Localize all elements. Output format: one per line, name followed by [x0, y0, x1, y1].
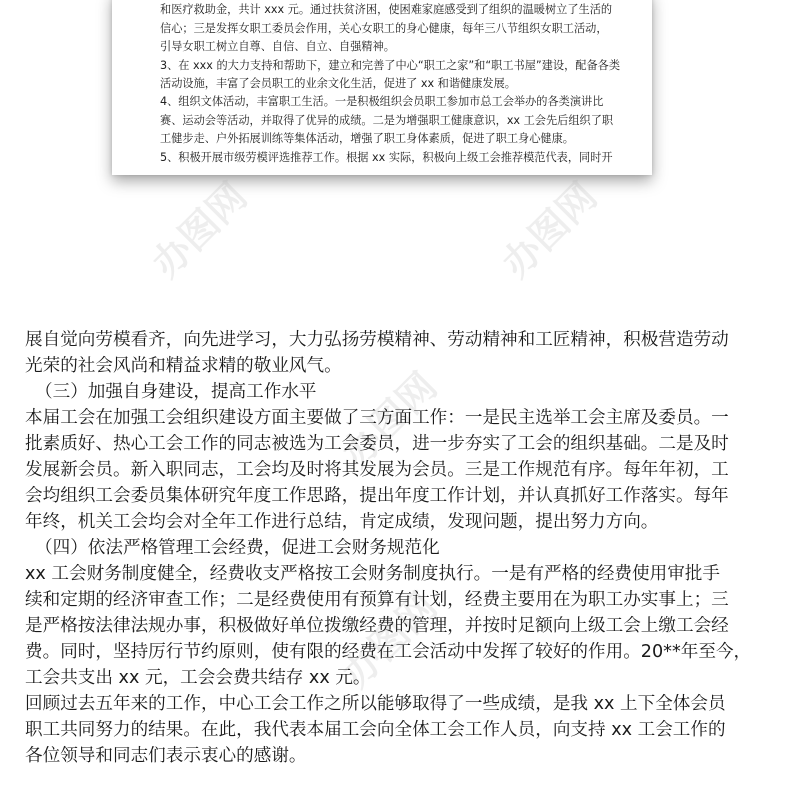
- watermark: 办图网: [333, 364, 446, 476]
- body-line: 是严格按法律法规办事，积极做好单位拨缴经费的管理，并按时足额向上级工会上缴工会经: [25, 616, 729, 636]
- body-line: 工会共支出 xx 元，工会会费共结存 xx 元。: [25, 668, 371, 688]
- body-line: 回顾过去五年来的工作，中心工会工作之所以能够取得了一些成绩，是我 xx 上下全体会员: [25, 694, 726, 714]
- page-line: 和医疗救助金，共计 xxx 元。通过扶贫济困，使困难家庭感受到了组织的温暖树立了生活的: [160, 3, 613, 17]
- body-line: 年终，机关工会均会对全年工作进行总结，肯定成绩，发现问题，提出努力方向。: [25, 512, 659, 532]
- watermark: 办图网: [333, 584, 446, 696]
- page-line: 赛、运动会等活动，并取得了优异的成绩。二是为增强职工健康意识，xx 工会先后组织了职: [160, 113, 614, 127]
- page-line: 5、积极开展市级劳模评选推荐工作。根据 xx 实际，积极向上级工会推荐模范代表，同时开: [160, 150, 613, 164]
- page-line: 引导女职工树立自尊、自信、自立、自强精神。: [160, 40, 395, 54]
- body-line: 光荣的社会风尚和精益求精的敬业风气。: [25, 356, 342, 376]
- section-heading: （三）加强自身建设，提高工作水平: [35, 382, 317, 402]
- document-body: [25, 327, 777, 769]
- body-line: xx 工会财务制度健全，经费收支严格按工会财务制度执行。一是有严格的经费使用审批手: [25, 564, 720, 584]
- body-line: 展自觉向劳模看齐，向先进学习，大力弘扬劳模精神、劳动精神和工匠精神，积极营造劳动: [25, 330, 729, 350]
- page-line: 4、组织文体活动，丰富职工生活。一是积极组织会员职工参加市总工会举办的各类演讲比: [160, 95, 604, 109]
- body-line: 各位领导和同志们表示衷心的感谢。: [25, 746, 307, 766]
- page-line: 信心；三是发挥女职工委员会作用，关心女职工的身心健康，每年三八节组织女职工活动，: [160, 21, 608, 35]
- page-line: 工健步走、户外拓展训练等集体活动，增强了职工身体素质，促进了职工身心健康。: [160, 132, 574, 146]
- body-line: 续和定期的经济审查工作；二是经费使用有预算有计划，经费主要用在为职工办实事上；三: [25, 590, 729, 610]
- page-line: 活动设施，丰富了会员职工的业余文化生活，促进了 xx 和谐健康发展。: [160, 77, 516, 91]
- body-line: 费。同时，坚持厉行节约原则，使有限的经费在工会活动中发挥了较好的作用。20**年至今，: [25, 642, 752, 662]
- body-line: 本届工会在加强工会组织建设方面主要做了三方面工作：一是民主选举工会主席及委员。一: [25, 408, 729, 428]
- body-line: 发展新会员。新入职同志，工会均及时将其发展为会员。三是工作规范有序。每年年初，工: [25, 460, 729, 480]
- page-preview-text: [160, 0, 630, 167]
- document-page-preview: [112, 0, 652, 175]
- top-preview-area: [0, 0, 800, 320]
- body-line: 职工共同努力的结果。在此，我代表本届工会向全体工会工作人员，向支持 xx 工会工作的: [25, 720, 726, 740]
- section-heading: （四）依法严格管理工会经费，促进工会财务规范化: [35, 538, 440, 558]
- page-line: 3、在 xxx 的大力支持和帮助下，建立和完善了中心“职工之家”和“职工书屋”建设，配备各类: [160, 58, 621, 72]
- body-line: 批素质好、热心工会工作的同志被选为工会委员，进一步夯实了工会的组织基础。二是及时: [25, 434, 729, 454]
- body-line: 会均组织工会委员集体研究年度工作思路，提出年度工作计划，并认真抓好工作落实。每年: [25, 486, 729, 506]
